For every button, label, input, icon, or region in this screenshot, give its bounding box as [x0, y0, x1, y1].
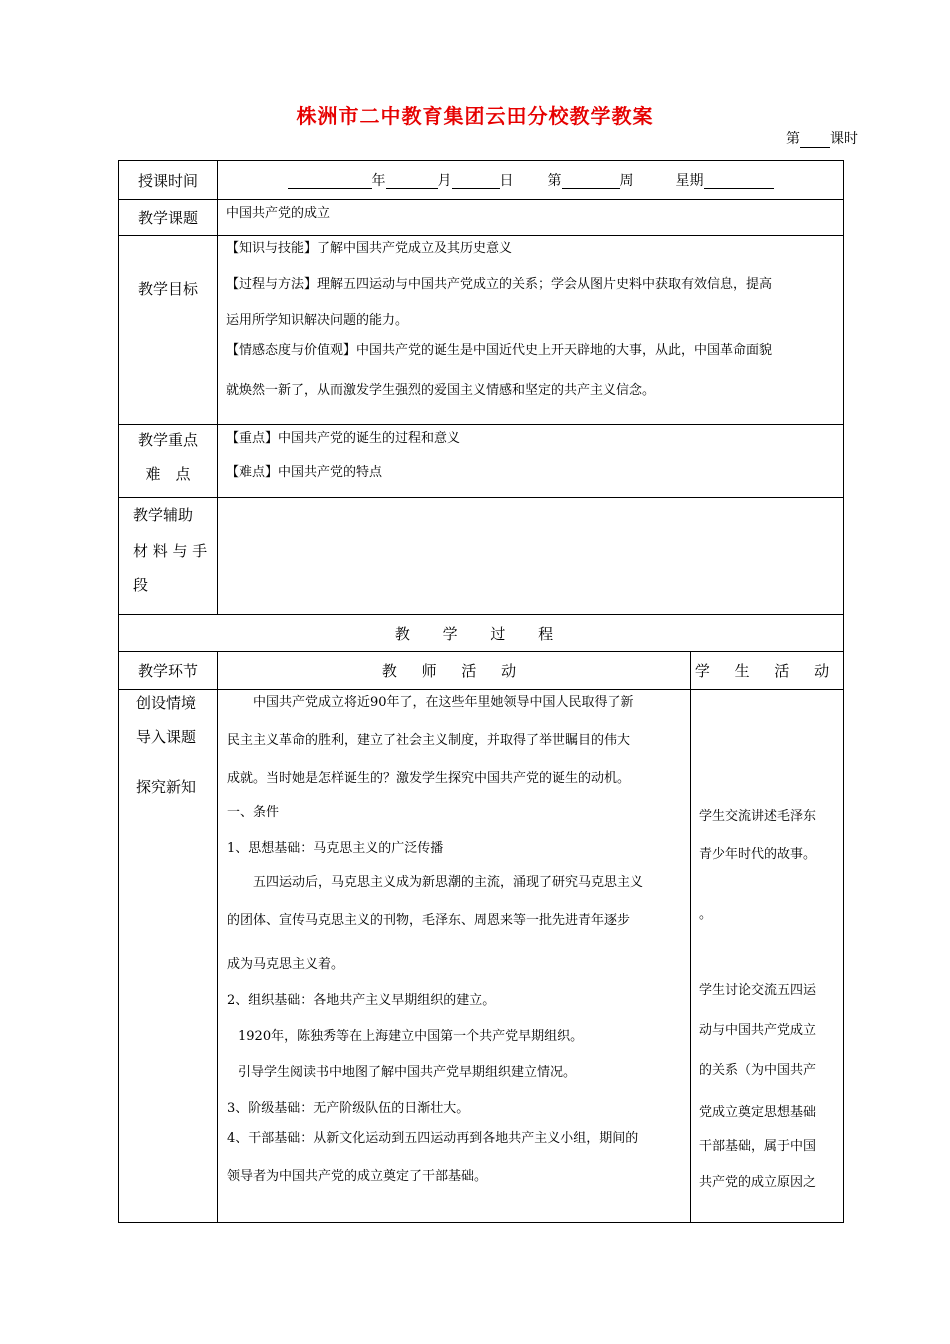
year-blank[interactable] [288, 172, 372, 189]
row-process-header [119, 652, 844, 690]
student-line-4: 学生讨论交流五四运 [699, 983, 817, 998]
day-label: 日 [499, 173, 514, 189]
goals-cell [218, 236, 844, 425]
teacher-line-13: 4、干部基础：从新文化运动到五四运动再到各地共产主义小组，期间的 [227, 1131, 639, 1146]
teacher-line-2: 民主主义革命的胜利，建立了社会主义制度，并取得了举世瞩目的伟大 [227, 733, 631, 748]
topic-value: 中国共产党的成立 [226, 206, 331, 221]
week-blank[interactable] [562, 172, 620, 189]
teacher-line-14: 领导者为中国共产党的成立奠定了干部基础。 [227, 1169, 488, 1184]
col-student-header [691, 652, 844, 690]
row-process-title [119, 615, 844, 652]
day-blank[interactable] [452, 172, 500, 189]
label-aids-2: 材 料 与 手 [133, 542, 208, 560]
month-label: 月 [437, 173, 452, 189]
time-cell [218, 161, 844, 200]
student-line-5: 动与中国共产党成立 [699, 1023, 817, 1038]
topic-cell [218, 200, 844, 236]
lesson-number [786, 128, 858, 148]
keypoint-difficulty: 【难点】中国共产党的特点 [226, 465, 383, 480]
goal-knowledge: 【知识与技能】了解中国共产党成立及其历史意义 [226, 241, 513, 256]
steps-cell [119, 690, 218, 1223]
teacher-line-1: 中国共产党成立将近90年了，在这些年里她领导中国人民取得了新 [253, 695, 634, 710]
goal-emotion-2: 就焕然一新了，从而激发学生强烈的爱国主义情感和坚定的共产主义信念。 [226, 383, 656, 398]
col-teacher-text: 教 师 活 动 [381, 662, 527, 680]
student-line-7: 党成立奠定思想基础 [699, 1105, 817, 1120]
row-keypoints [119, 425, 844, 498]
row-process-body [119, 690, 844, 1223]
weekday-label: 星期 [675, 173, 704, 189]
keypoint-focus: 【重点】中国共产党的诞生的过程和意义 [226, 431, 461, 446]
label-aids-3: 段 [133, 576, 149, 594]
label-keypoints-2: 难 点 [145, 465, 191, 483]
teacher-line-5: 1、思想基础：马克思主义的广泛传播 [227, 841, 444, 856]
row-time [119, 161, 844, 200]
month-blank[interactable] [386, 172, 438, 189]
row-aids [119, 498, 844, 615]
aids-cell [218, 498, 844, 615]
goal-emotion-1: 【情感态度与价值观】中国共产党的诞生是中国近代史上开天辟地的大事，从此，中国革命面貌 [226, 343, 773, 358]
label-keypoints-1: 教学重点 [137, 431, 198, 449]
week-label: 周 [619, 173, 634, 189]
teacher-line-7: 的团体、宣传马克思主义的刊物，毛泽东、周恩来等一批先进青年逐步 [227, 913, 631, 928]
step-scenario: 创设情境 [136, 694, 197, 712]
student-line-2: 青少年时代的故事。 [699, 847, 817, 862]
col-student-text: 学 生 活 动 [694, 662, 840, 680]
teacher-activity-cell [218, 690, 691, 1223]
year-label: 年 [371, 173, 386, 189]
process-title-text: 教 学 过 程 [394, 624, 568, 643]
step-explore: 探究新知 [136, 778, 197, 796]
step-introduce: 导入课题 [136, 728, 197, 746]
lesson-suffix: 课时 [830, 131, 858, 147]
aids-value [218, 498, 843, 506]
teacher-line-9: 2、组织基础：各地共产主义早期组织的建立。 [227, 993, 496, 1008]
teacher-line-12: 3、阶级基础：无产阶级队伍的日渐壮大。 [227, 1101, 470, 1116]
lesson-prefix: 第 [786, 131, 800, 147]
label-time: 授课时间 [119, 161, 218, 200]
keypoints-cell [218, 425, 844, 498]
student-activity-cell [691, 690, 844, 1223]
row-goals [119, 236, 844, 425]
teacher-line-3: 成就。当时她是怎样诞生的？激发学生探究中国共产党的诞生的动机。 [227, 771, 631, 786]
student-line-9: 共产党的成立原因之 [699, 1175, 817, 1190]
goal-process-2: 运用所学知识解决问题的能力。 [226, 313, 409, 328]
label-aids [119, 498, 218, 615]
student-line-3: 。 [699, 907, 713, 922]
teacher-line-6: 五四运动后，马克思主义成为新思潮的主流，涌现了研究马克思主义 [253, 875, 644, 890]
label-keypoints [119, 425, 218, 498]
student-line-1: 学生交流讲述毛泽东 [699, 809, 817, 824]
label-goals: 教学目标 [119, 236, 218, 425]
col-step-header: 教学环节 [119, 652, 218, 690]
teacher-line-8: 成为马克思主义着。 [227, 957, 345, 972]
lesson-plan-table [118, 160, 844, 1223]
student-line-6: 的关系（为中国共产 [699, 1063, 817, 1078]
teacher-line-4: 一、条件 [227, 805, 280, 820]
label-topic: 教学课题 [119, 200, 218, 236]
document-title: 株洲市二中教育集团云田分校教学教案 [296, 104, 654, 128]
col-teacher-header [218, 652, 691, 690]
lesson-number-blank[interactable] [800, 133, 830, 148]
teacher-line-11: 引导学生阅读书中地图了解中国共产党早期组织建立情况。 [238, 1065, 577, 1080]
weekday-blank[interactable] [704, 172, 774, 189]
process-title [119, 615, 844, 652]
student-line-8: 干部基础，属于中国 [699, 1139, 817, 1154]
label-aids-1: 教学辅助 [133, 506, 194, 524]
row-topic [119, 200, 844, 236]
goal-process-1: 【过程与方法】理解五四运动与中国共产党成立的关系；学会从图片史料中获取有效信息，提高 [226, 277, 773, 292]
week-prefix: 第 [547, 173, 562, 189]
teacher-line-10: 1920年，陈独秀等在上海建立中国第一个共产党早期组织。 [238, 1029, 584, 1044]
